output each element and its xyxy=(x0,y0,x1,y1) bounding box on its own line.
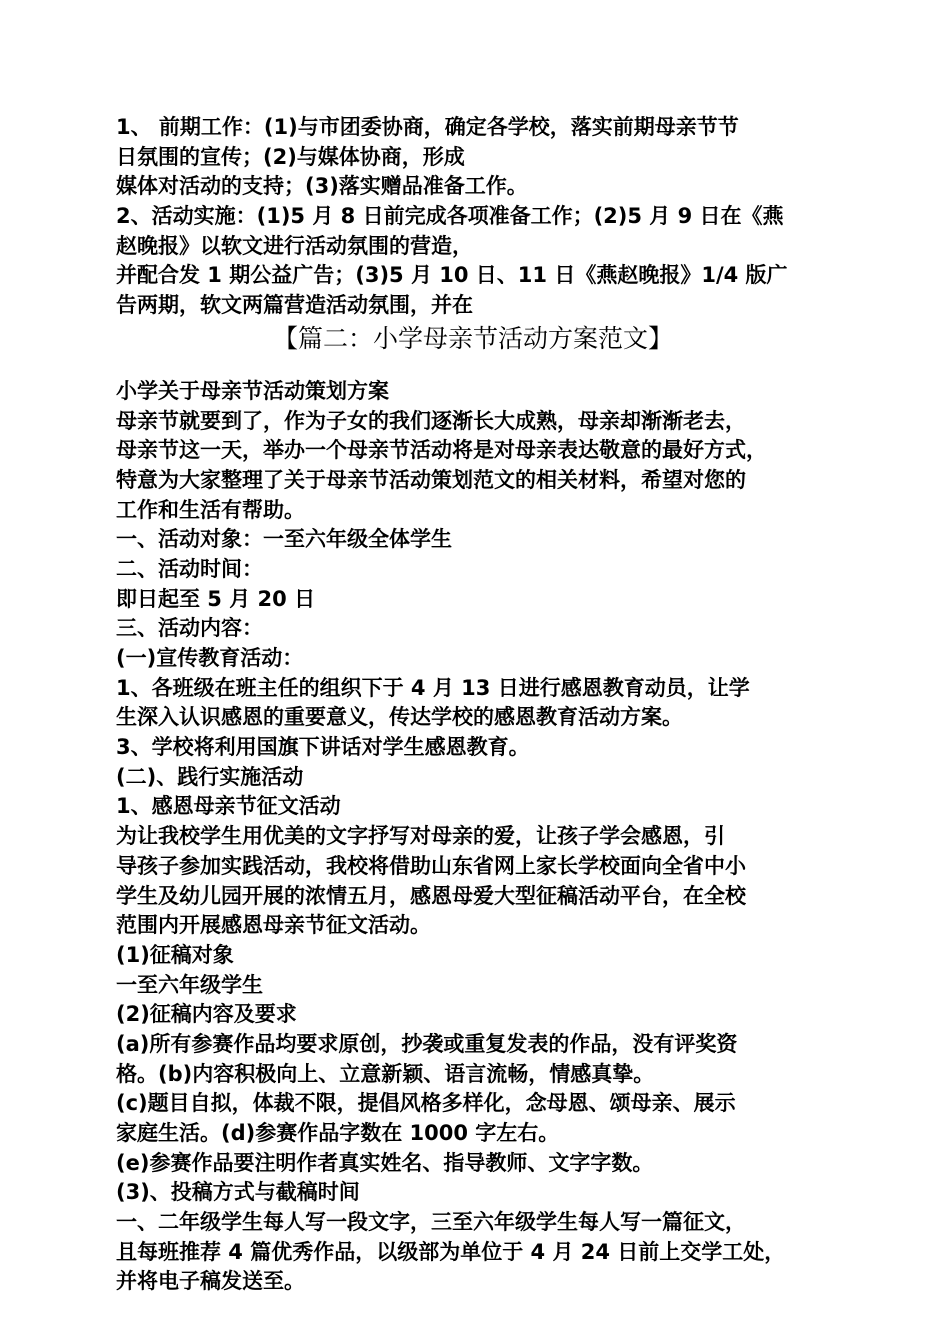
text-line: 一、二年级学生每人写一段文字，三至六年级学生每人写一篇征文， xyxy=(116,1210,746,1235)
text-line: (二)、践行实施活动 xyxy=(116,764,304,789)
text-line: 生深入认识感恩的重要意义，传达学校的感恩教育活动方案。 xyxy=(116,705,683,730)
text-line: 三、活动内容： xyxy=(116,616,263,641)
text-line: 特意为大家整理了关于母亲节活动策划范文的相关材料，希望对您的 xyxy=(116,467,746,492)
text-line: 格。(b)内容积极向上、立意新颖、语言流畅，情感真挚。 xyxy=(116,1061,655,1086)
text-line: (一)宣传教育活动： xyxy=(116,646,304,670)
text-line: 2、活动实施：(1)5 月 8 日前完成各项准备工作；(2)5 月 9 日在《燕 xyxy=(116,204,784,229)
section-two-text xyxy=(116,377,840,1297)
text-line: 小学关于母亲节活动策划方案 xyxy=(116,378,389,403)
text-line: (a)所有参赛作品均要求原创，抄袭或重复发表的作品，没有评奖资 xyxy=(116,1031,738,1056)
text-line: 家庭生活。(d)参赛作品字数在 1000 字左右。 xyxy=(116,1121,560,1145)
text-line: 赵晚报》以软文进行活动氛围的营造， xyxy=(116,233,473,258)
text-line: 即日起至 5 月 20 日 xyxy=(116,586,316,611)
text-line: 媒体对活动的支持；(3)落实赠品准备工作。 xyxy=(116,174,528,199)
text-line: 母亲节就要到了，作为子女的我们逐渐长大成熟，母亲却渐渐老去， xyxy=(116,408,746,433)
text-line: 学生及幼儿园开展的浓情五月，感恩母爱大型征稿活动平台，在全校 xyxy=(116,883,746,908)
text-line: 导孩子参加实践活动，我校将借助山东省网上家长学校面向全省中小 xyxy=(116,853,746,878)
text-line: 二、活动时间： xyxy=(116,556,263,581)
section-one-text xyxy=(116,113,840,321)
text-line: 1、感恩母亲节征文活动 xyxy=(116,794,341,819)
text-line: 1、各班级在班主任的组织下于 4 月 13 日进行感恩教育动员，让学 xyxy=(116,675,750,700)
text-line: (e)参赛作品要注明作者真实姓名、指导教师、文字字数。 xyxy=(116,1150,654,1175)
text-line: 母亲节这一天，举办一个母亲节活动将是对母亲表达敬意的最好方式， xyxy=(116,438,767,463)
text-line: 一、活动对象：一至六年级全体学生 xyxy=(116,527,452,552)
text-line: 并配合发 1 期公益广告；(3)5 月 10 日、11 日《燕赵晚报》1/4 版广 xyxy=(116,263,788,288)
text-line: 1、 前期工作：(1)与市团委协商，确定各学校，落实前期母亲节节 xyxy=(116,115,739,139)
text-line: 告两期，软文两篇营造活动氛围，并在 xyxy=(116,293,473,318)
text-line: 范围内开展感恩母亲节征文活动。 xyxy=(116,913,431,938)
text-line: 日氛围的宣传；(2)与媒体协商，形成 xyxy=(116,144,465,169)
section-heading: 【篇二：小学母亲节活动方案范文】 xyxy=(272,323,673,353)
document-body xyxy=(116,113,840,1297)
text-line: 工作和生活有帮助。 xyxy=(116,497,305,522)
text-line: 并将电子稿发送至。 xyxy=(116,1269,305,1294)
text-line: 一至六年级学生 xyxy=(116,972,263,997)
text-line: (c)题目自拟，体裁不限，提倡风格多样化，念母恩、颂母亲、展示 xyxy=(116,1091,736,1116)
text-line: 为让我校学生用优美的文字抒写对母亲的爱，让孩子学会感恩，引 xyxy=(116,824,725,849)
text-line: (2)征稿内容及要求 xyxy=(116,1002,297,1027)
text-line: (1)征稿对象 xyxy=(116,942,234,967)
text-line: 3、学校将利用国旗下讲话对学生感恩教育。 xyxy=(116,735,530,760)
text-line: (3)、投稿方式与截稿时间 xyxy=(116,1180,360,1205)
text-line: 且每班推荐 4 篇优秀作品，以级部为单位于 4 月 24 日前上交学工处， xyxy=(116,1239,786,1264)
